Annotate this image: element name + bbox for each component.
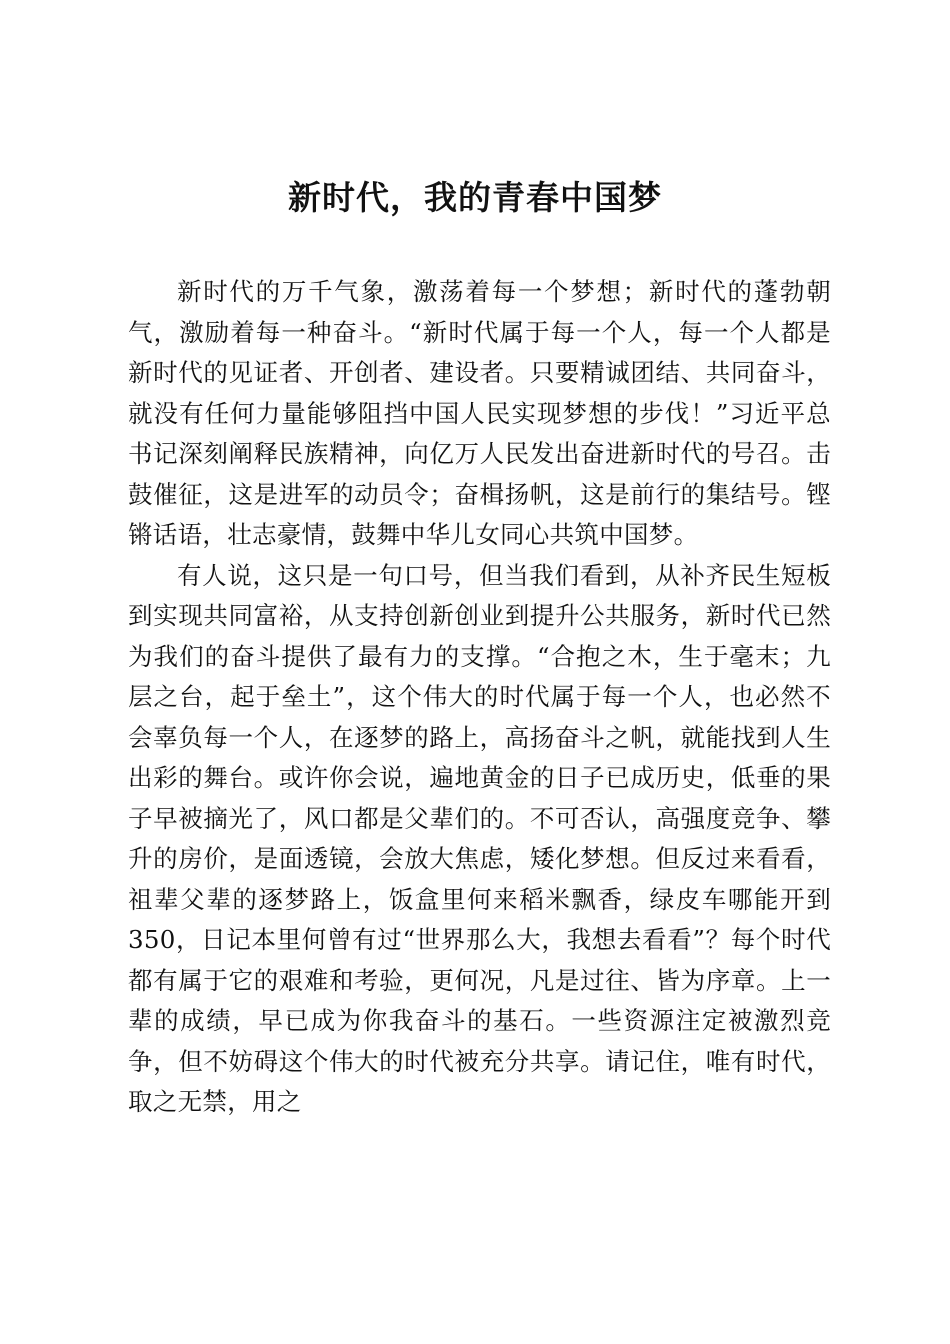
document-title: 新时代，我的青春中国梦 <box>288 178 662 217</box>
paragraph: 新时代的万千气象，激荡着每一个梦想；新时代的蓬勃朝气，激励着每一种奋斗。“新时代属于每一个人，每一个人都是新时代的见证者、开创者、建设者。只要精诚团结、共同奋斗，就没有任何力量能够阻挡中国人民实现梦想的步伐！”习近平总书记深刻阐释民族精神，向亿万人民发出奋进新时代的号召。击鼓催征，这是进军的动员令；奋楫扬帆，这是前行的集结号。铿锵话语，壮志豪情，鼓舞中华儿女同心共筑中国梦。 <box>128 277 831 549</box>
document-body <box>128 272 831 1123</box>
paragraph: 有人说，这只是一句口号，但当我们看到，从补齐民生短板到实现共同富裕，从支持创新创业到提升公共服务，新时代已然为我们的奋斗提供了最有力的支撑。“合抱之木，生于毫末；九层之台，起于垒土”，这个伟大的时代属于每一个人，也必然不会辜负每一个人，在逐梦的路上，高扬奋斗之帆，就能找到人生出彩的舞台。或许你会说，遍地黄金的日子已成历史，低垂的果子早被摘光了，风口都是父辈们的。不可否认，高强度竞争、攀升的房价，是面透镜，会放大焦虑，矮化梦想。但反过来看看，祖辈父辈的逐梦路上，饭盒里何来稻米飘香，绿皮车哪能开到350，日记本里何曾有过“世界那么大，我想去看看”？每个时代都有属于它的艰难和考验，更何况，凡是过往、皆为序章。上一辈的成绩，早已成为你我奋斗的基石。一些资源注定被激烈竞争，但不妨碍这个伟大的时代被充分共享。请记住，唯有时代，取之无禁，用之 <box>128 560 831 1116</box>
